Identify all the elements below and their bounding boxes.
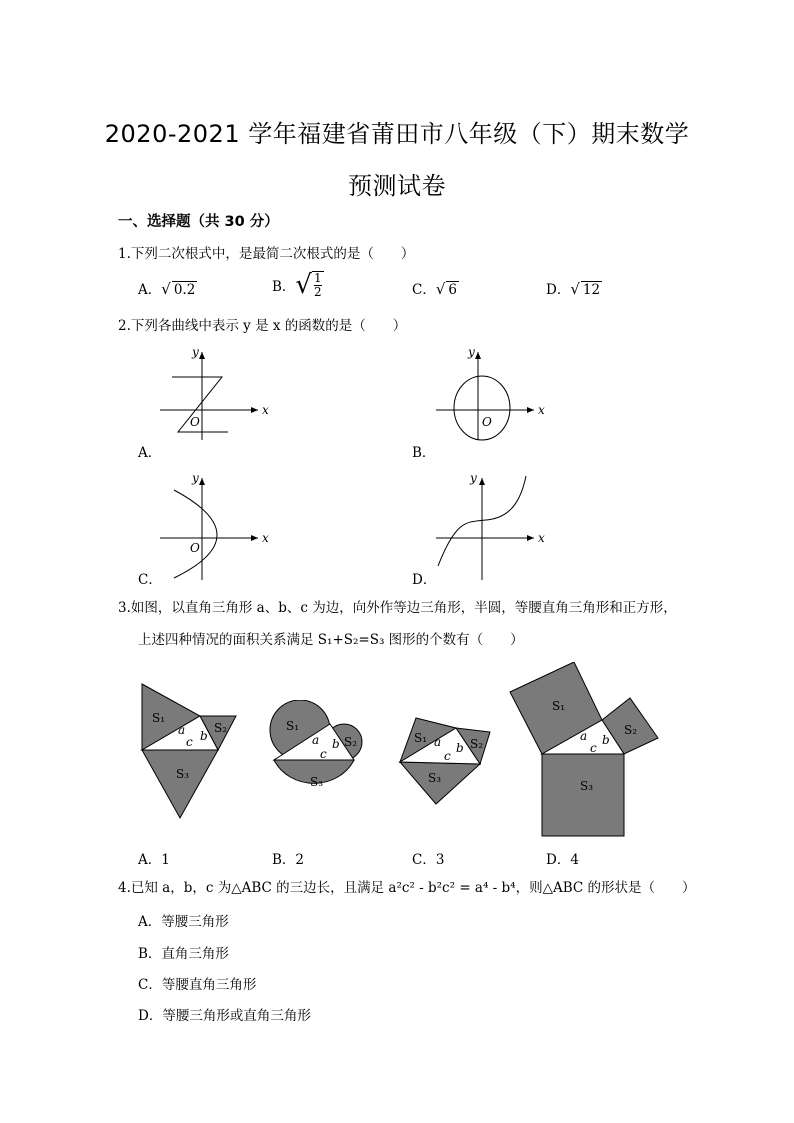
question-1-stem: 1.下列二次根式中，是最简二次根式的是（ ）	[118, 246, 415, 262]
page-subtitle: 预测试卷	[348, 172, 446, 200]
svg-text:S₁: S₁	[286, 719, 300, 733]
q3-option-c: C．3	[412, 852, 445, 868]
q2-option-d: D．	[412, 572, 437, 588]
q1-option-d: D．√ 12	[546, 280, 601, 298]
x-axis-label: x	[538, 531, 545, 545]
q2-option-c: C．	[138, 572, 162, 588]
q4-option-c: C．等腰直角三角形	[138, 977, 257, 993]
svg-text:b: b	[456, 741, 464, 755]
y-axis-label: y	[468, 345, 475, 359]
origin-label: O	[190, 541, 200, 555]
question-3-stem-line2: 上述四种情况的面积关系满足 S₁+S₂=S₃ 图形的个数有（ ）	[138, 632, 524, 648]
svg-text:c: c	[186, 735, 193, 749]
origin-label: O	[482, 415, 492, 429]
section-heading: 一、选择题（共 30 分）	[118, 214, 279, 230]
q4-option-b: B．直角三角形	[138, 946, 229, 962]
q2-graph-c	[150, 470, 280, 582]
svg-text:S₁: S₁	[414, 731, 428, 745]
svg-text:b: b	[200, 729, 208, 743]
x-axis-label: x	[262, 531, 269, 545]
q3-figure-squares	[508, 662, 660, 838]
q1-option-a: A．√ 0.2	[138, 280, 196, 298]
svg-text:c: c	[444, 749, 451, 763]
q3-figure-equilateral	[136, 680, 246, 820]
svg-text:a: a	[580, 729, 588, 743]
svg-text:a: a	[178, 723, 186, 737]
q3-option-b: B．2	[272, 852, 305, 868]
x-axis-label: x	[538, 403, 545, 417]
svg-text:S₂: S₂	[470, 737, 484, 751]
q2-graph-a	[150, 342, 280, 442]
svg-text:S₁: S₁	[552, 699, 566, 713]
x-axis-label: x	[262, 403, 269, 417]
y-axis-label: y	[470, 471, 477, 485]
y-axis-label: y	[192, 471, 199, 485]
svg-text:c: c	[590, 741, 597, 755]
question-4-stem: 4.已知 a，b，c 为△ABC 的三边长，且满足 a²c² - b²c² = a⁴ - b⁴，则△ABC 的形状是（ ）	[118, 880, 696, 896]
q2-option-a: A．	[138, 445, 162, 461]
svg-text:b: b	[332, 737, 340, 751]
question-2-stem: 2.下列各曲线中表示 y 是 x 的函数的是（ ）	[118, 318, 407, 334]
svg-text:S₂: S₂	[214, 721, 228, 735]
svg-text:S₂: S₂	[344, 735, 358, 749]
svg-text:S₃: S₃	[310, 775, 324, 789]
question-3-stem-line1: 3.如图，以直角三角形 a、b、c 为边，向外作等边三角形，半圆，等腰直角三角形和正方形，	[118, 600, 677, 616]
q3-option-a: A．1	[138, 852, 170, 868]
q1-option-b: B．√ $\frac{1}{2}$	[272, 270, 322, 300]
q3-figure-semicircle	[264, 700, 374, 810]
svg-text:a: a	[434, 735, 442, 749]
q1-option-c: C．√ 6	[412, 280, 457, 298]
svg-text:b: b	[602, 733, 610, 747]
q3-option-d: D．4	[546, 852, 579, 868]
page-title: 2020-2021 学年福建省莆田市八年级（下）期末数学	[104, 120, 690, 148]
q2-graph-b	[426, 342, 556, 442]
q3-figure-isosceles	[396, 712, 496, 808]
svg-text:S₃: S₃	[428, 771, 442, 785]
svg-text:S₃: S₃	[580, 779, 594, 793]
q2-graph-d	[426, 470, 556, 582]
svg-text:S₁: S₁	[152, 711, 166, 725]
svg-text:S₂: S₂	[624, 723, 638, 737]
svg-text:c: c	[320, 747, 327, 761]
y-axis-label: y	[192, 345, 199, 359]
svg-text:S₃: S₃	[176, 767, 190, 781]
svg-text:a: a	[312, 733, 320, 747]
q2-option-b: B．	[412, 445, 436, 461]
q4-option-a: A．等腰三角形	[138, 914, 229, 930]
origin-label: O	[190, 415, 200, 429]
q4-option-d: D．等腰三角形或直角三角形	[138, 1008, 311, 1024]
